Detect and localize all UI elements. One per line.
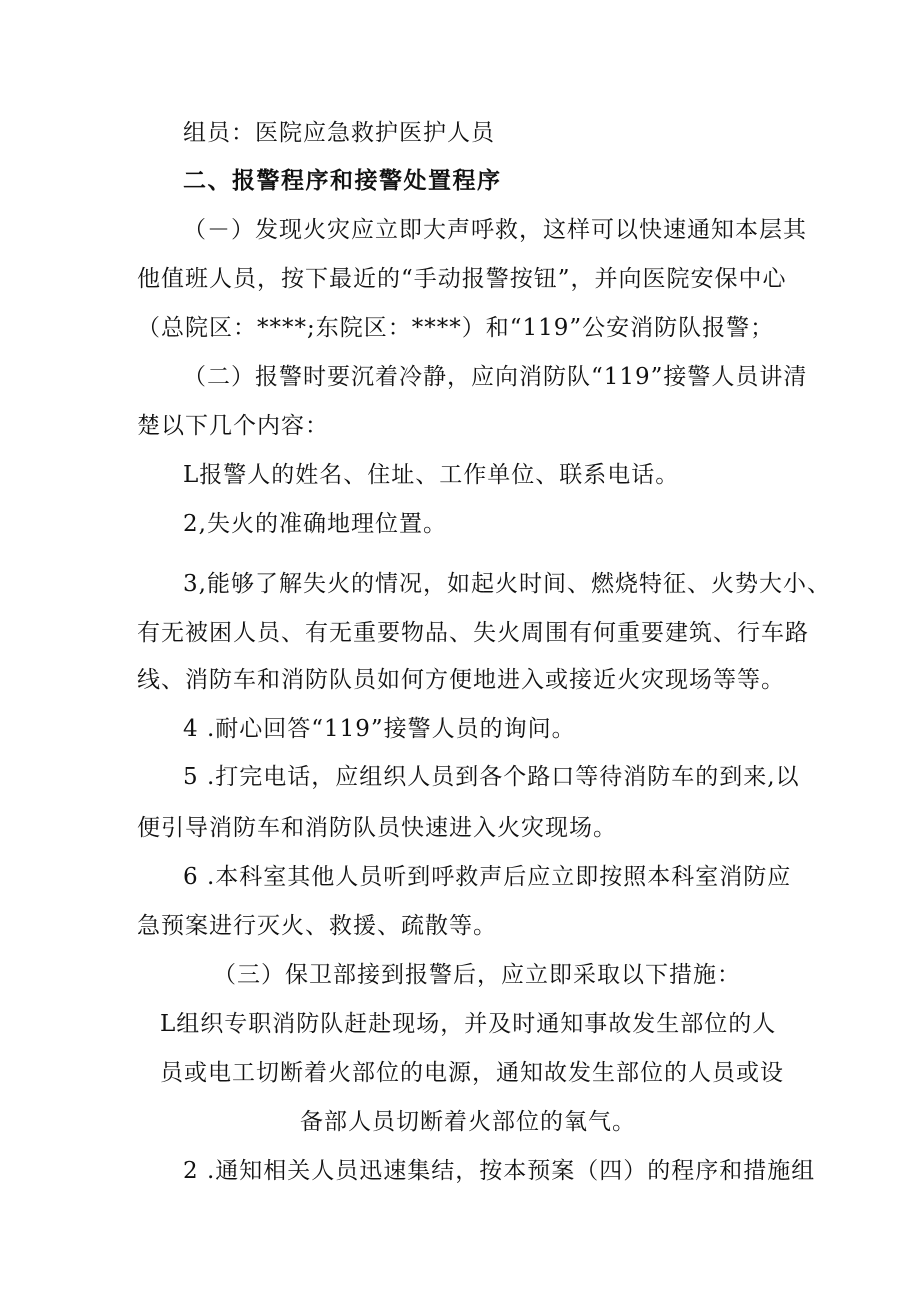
paragraph-2-line-2: 楚以下几个内容： — [137, 413, 329, 439]
list-item-3-line-3: 线、消防车和消防队员如何方便地进入或接近火灾现场等等。 — [137, 667, 785, 693]
section-heading-2: 二、报警程序和接警处置程序 — [183, 168, 502, 194]
paragraph-2-line-1: （二）报警时要沉着冷静，应向消防队“119”接警人员讲清 — [183, 364, 808, 390]
measure-1-line-2: 员或电工切断着火部位的电源，通知故发生部位的人员或设 — [160, 1060, 784, 1086]
list-item-4: 4 .耐心回答“119”接警人员的询问。 — [183, 716, 576, 742]
list-item-6-line-1: 6 .本科室其他人员听到呼救声后应立即按照本科室消防应 — [183, 864, 792, 890]
paragraph-3: （三）保卫部接到报警后，应立即采取以下措施： — [213, 962, 741, 988]
paragraph-1-line-2: 他值班人员，按下最近的“手动报警按钮”，并向医院安保中心 — [137, 266, 787, 292]
measure-2-line-1: 2 .通知相关人员迅速集结，按本预案（四）的程序和措施组 — [183, 1158, 816, 1184]
paragraph-1-line-3: （总院区：****;东院区：****）和“119”公安消防队报警； — [137, 315, 775, 341]
measure-1-line-1: L组织专职消防队赶赴现场，并及时通知事故发生部位的人 — [160, 1011, 777, 1037]
list-item-1: L报警人的姓名、住址、工作单位、联系电话。 — [183, 462, 680, 488]
list-item-2: 2,失火的准确地理位置。 — [183, 511, 447, 537]
list-item-5-line-1: 5 .打完电话，应组织人员到各个路口等待消防车的到来,以 — [183, 764, 800, 790]
list-item-6-line-2: 急预案进行灭火、救援、疏散等。 — [137, 913, 497, 939]
paragraph-1-line-1: （－）发现火灾应立即大声呼救，这样可以快速通知本层其 — [183, 217, 807, 243]
list-item-3-line-1: 3,能够了解失火的情况，如起火时间、燃烧特征、火势大小、 — [183, 571, 831, 597]
measure-1-line-3: 备部人员切断着火部位的氧气。 — [300, 1109, 636, 1135]
team-members-line: 组员：医院应急救护医护人员 — [183, 120, 495, 146]
list-item-5-line-2: 便引导消防车和消防队员快速进入火灾现场。 — [137, 815, 617, 841]
list-item-3-line-2: 有无被困人员、有无重要物品、失火周围有何重要建筑、行车路 — [137, 620, 809, 646]
